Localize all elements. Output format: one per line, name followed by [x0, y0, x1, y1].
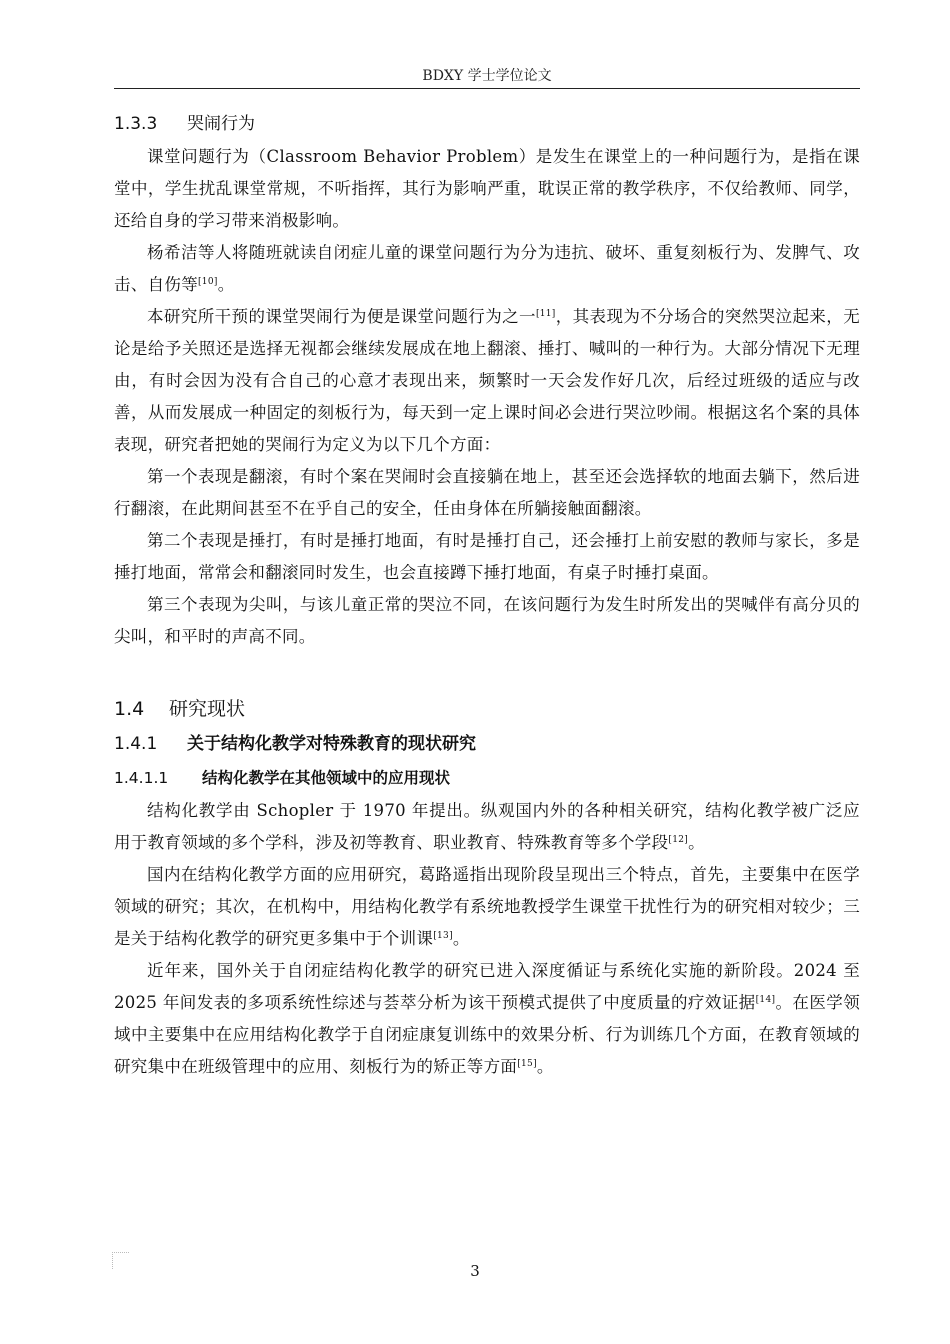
page-body: [114, 113, 860, 1083]
section-title: 结构化教学在其他领域中的应用现状: [202, 769, 451, 787]
section-heading-1-4-1: [114, 733, 860, 755]
citation-ref: [13]: [433, 931, 453, 941]
section-number: 1.4.1.1: [114, 769, 169, 787]
paragraph: 结构化教学由 Schopler 于 1970 年提出。纵观国内外的各种相关研究，结构化教学被广泛应用于教育领域的多个学科，涉及初等教育、职业教育、特殊教育等多个学段[12]。: [114, 801, 860, 852]
section-title: 关于结构化教学对特殊教育的现状研究: [187, 734, 476, 754]
paragraph: 课堂问题行为（Classroom Behavior Problem）是发生在课堂上的一种问题行为，是指在课堂中，学生扰乱课堂常规，不听指挥，其行为影响严重，耽误正常的教学秩序，不仅给教师、同学，还给自身的学习带来消极影响。: [114, 147, 860, 230]
running-header: [114, 66, 860, 89]
section-number: 1.4: [114, 698, 145, 720]
paragraph: 本研究所干预的课堂哭闹行为便是课堂问题行为之一[11]，其表现为不分场合的突然哭泣起来，无论是给予关照还是选择无视都会继续发展成在地上翻滚、捶打、喊叫的一种行为。大部分情况下无理由，有时会因为没有合自己的心意才表现出来，频繁时一天会发作好几次，后经过班级的适应与改善，从而发展成一种固定的刻板行为，每天到一定上课时间必会进行哭泣吵闹。根据这名个案的具体表现，研究者把她的哭闹行为定义为以下几个方面：: [114, 307, 861, 454]
section-number: 1.3.3: [114, 114, 158, 134]
paragraph: 国内在结构化教学方面的应用研究，葛路遥指出现阶段呈现出三个特点，首先，主要集中在医学领域的研究；其次，在机构中，用结构化教学有系统地教授学生课堂干扰性行为的研究相对较少；三是关于结构化教学的研究更多集中于个训课[13]。: [114, 865, 860, 948]
citation-ref: [10]: [198, 277, 218, 287]
paragraph: 第二个表现是捶打，有时是捶打地面，有时是捶打自己，还会捶打上前安慰的教师与家长，多是捶打地面，常常会和翻滚同时发生，也会直接蹲下捶打地面，有桌子时捶打桌面。: [114, 531, 860, 582]
section-number: 1.4.1: [114, 734, 158, 754]
paragraph: 第三个表现为尖叫，与该儿童正常的哭泣不同，在该问题行为发生时所发出的哭喊伴有高分贝的尖叫，和平时的声高不同。: [114, 595, 860, 646]
paragraph: 杨希洁等人将随班就读自闭症儿童的课堂问题行为分为违抗、破坏、重复刻板行为、发脾气、攻击、自伤等[10]。: [114, 243, 860, 294]
page-number: 3: [470, 1262, 480, 1280]
paragraph: 第一个表现是翻滚，有时个案在哭闹时会直接躺在地上，甚至还会选择软的地面去躺下，然后进行翻滚，在此期间甚至不在乎自己的安全，任由身体在所躺接触面翻滚。: [114, 467, 860, 518]
citation-ref: [14]: [755, 995, 776, 1005]
section-heading-1-4-1-1: [114, 767, 860, 789]
section-title: 研究现状: [169, 698, 246, 720]
citation-ref: [15]: [517, 1059, 537, 1069]
citation-ref: [12]: [668, 835, 689, 845]
section-heading-1-3-3: [114, 113, 860, 135]
section-title: 哭闹行为: [187, 114, 255, 134]
section-heading-1-4: [114, 697, 860, 721]
citation-ref: [11]: [535, 309, 556, 319]
header-title: BDXY 学士学位论文: [422, 68, 552, 84]
paragraph: 近年来，国外关于自闭症结构化教学的研究已进入深度循证与系统化实施的新阶段。2024 至 2025 年间发表的多项系统性综述与荟萃分析为该干预模式提供了中度质量的疗效证据[14]。在医学领域中主要集中在应用结构化教学于自闭症康复训练中的效果分析、行为训练几个方面，在教育领域的研究集中在班级管理中的应用、刻板行为的矫正等方面[15]。: [114, 961, 860, 1076]
